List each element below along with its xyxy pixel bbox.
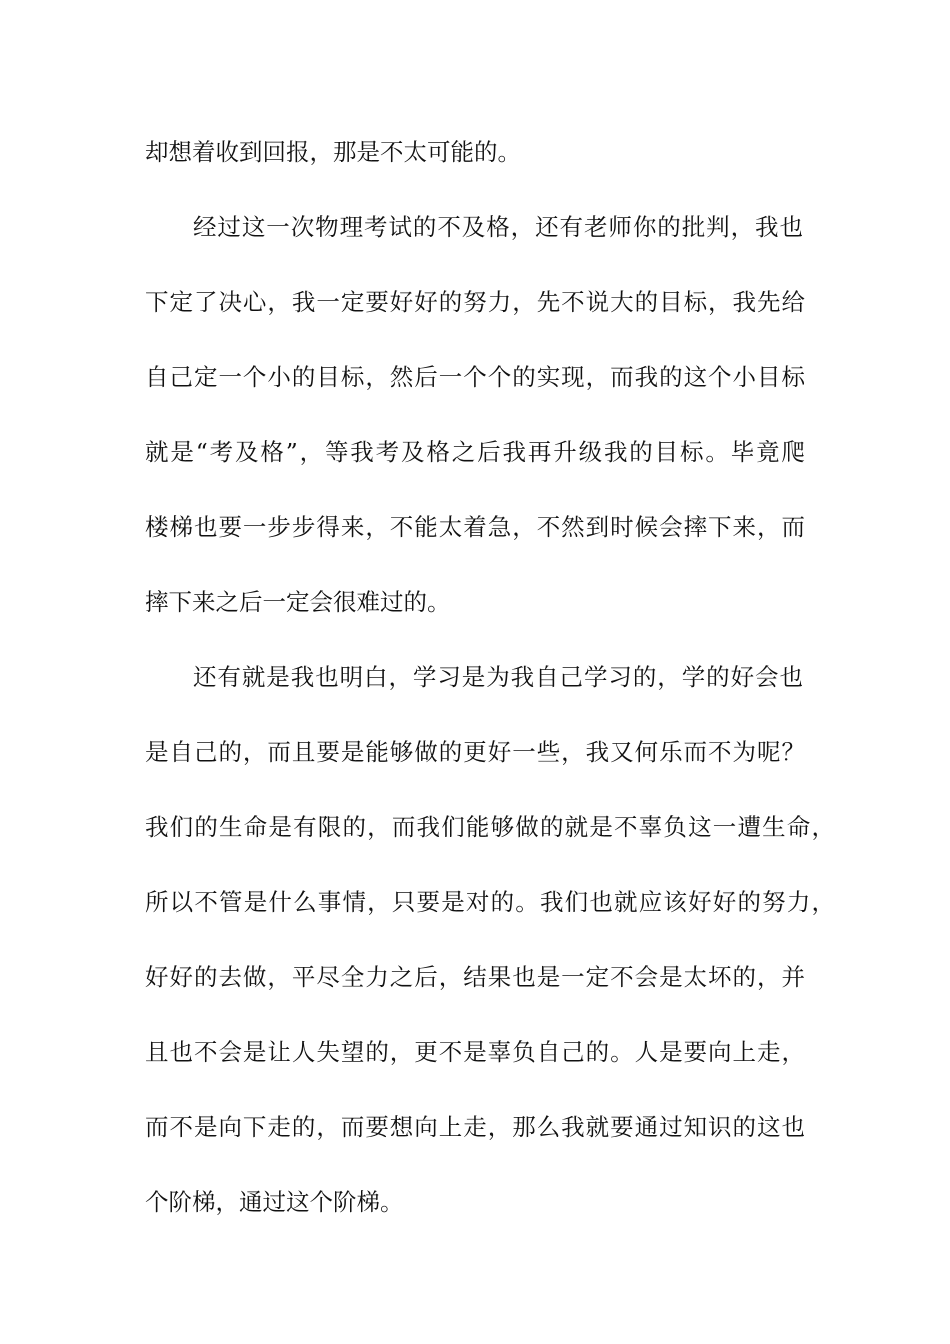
text-line: 而不是向下走的，而要想向上走，那么我就要通过知识的这也: [145, 1113, 805, 1141]
paragraph-first-line: 经过这一次物理考试的不及格，还有老师你的批判，我也: [193, 213, 803, 241]
text-line: 却想着收到回报，那是不太可能的。: [145, 138, 521, 166]
text-line: 好好的去做，平尽全力之后，结果也是一定不会是太坏的，并: [145, 963, 805, 991]
text-line: 个阶梯，通过这个阶梯。: [145, 1188, 404, 1216]
text-line: 我们的生命是有限的，而我们能够做的就是不辜负这一遭生命，: [145, 813, 835, 841]
text-line: 且也不会是让人失望的，更不是辜负自己的。人是要向上走，: [145, 1038, 805, 1066]
text-line: 自己定一个小的目标，然后一个个的实现，而我的这个小目标: [145, 363, 805, 391]
paragraph-first-line: 还有就是我也明白，学习是为我自己学习的，学的好会也: [193, 663, 803, 691]
text-line: 楼梯也要一步步得来，不能太着急，不然到时候会摔下来，而: [145, 513, 805, 541]
text-line: 摔下来之后一定会很难过的。: [145, 588, 451, 616]
text-line: 下定了决心，我一定要好好的努力，先不说大的目标，我先给: [145, 288, 805, 316]
text-line: 是自己的，而且要是能够做的更好一些，我又何乐而不为呢？: [145, 738, 805, 766]
text-line: 所以不管是什么事情，只要是对的。我们也就应该好好的努力，: [145, 888, 835, 916]
text-line: 就是“考及格”，等我考及格之后我再升级我的目标。毕竟爬: [145, 438, 805, 466]
